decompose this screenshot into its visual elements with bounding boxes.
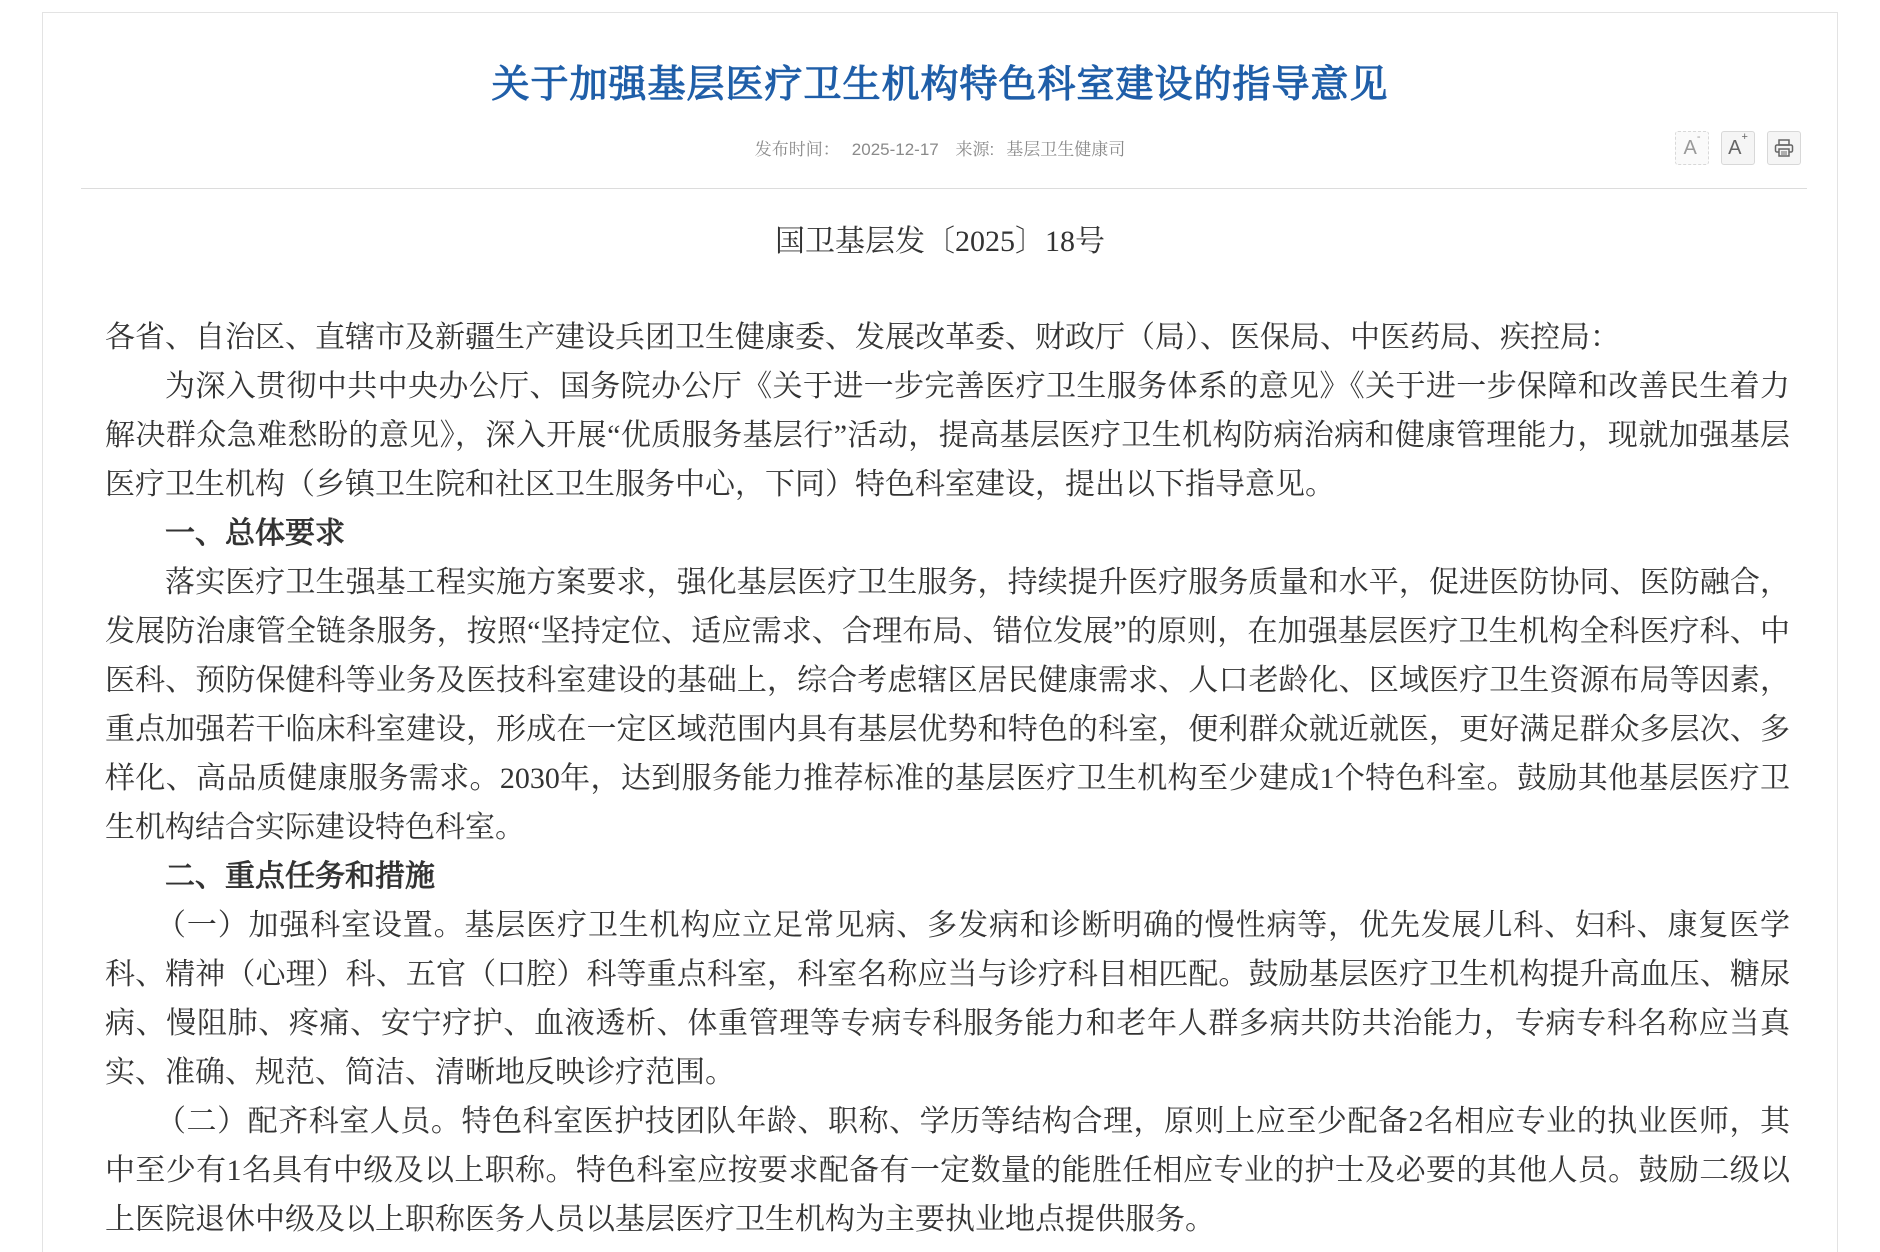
publish-date-label: 发布时间：	[754, 140, 840, 159]
font-decrease-icon: A-	[1683, 130, 1701, 159]
article-tools	[1675, 131, 1801, 165]
print-button[interactable]	[1767, 131, 1801, 165]
section-heading-2: 二、重点任务和措施	[165, 860, 435, 893]
document-number: 国卫基层发〔2025〕18号	[775, 225, 1105, 258]
font-decrease-button[interactable]	[1675, 131, 1709, 165]
font-increase-icon: A+	[1728, 130, 1748, 159]
section-1-paragraph: 落实医疗卫生强基工程实施方案要求，强化基层医疗卫生服务，持续提升医疗服务质量和水平，促进医防协同、医防融合，发展防治康管全链条服务，按照“坚持定位、适应需求、合理布局、错位发展”的原则，在加强基层医疗卫生机构全科医疗科、中医科、预防保健科等业务及医技科室建设的基础上，综合考虑辖区居民健康需求、人口老龄化、区域医疗卫生资源布局等因素，重点加强若干临床科室建设，形成在一定区域范围内具有基层优势和特色的科室，便利群众就近就医，更好满足群众多层次、多样化、高品质健康服务需求。2030年，达到服务能力推荐标准的基层医疗卫生机构至少建成1个特色科室。鼓励其他基层医疗卫生机构结合实际建设特色科室。	[105, 566, 1790, 844]
article-body	[105, 313, 1790, 1244]
item-1-paragraph: （一）加强科室设置。基层医疗卫生机构应立足常见病、多发病和诊断明确的慢性病等，优先发展儿科、妇科、康复医学科、精神（心理）科、五官（口腔）科等重点科室，科室名称应当与诊疗科目相匹配。鼓励基层医疗卫生机构提升高血压、糖尿病、慢阻肺、疼痛、安宁疗护、血液透析、体重管理等专病专科服务能力和老年人群多病共防共治能力，专病专科名称应当真实、准确、规范、简洁、清晰地反映诊疗范围。	[105, 909, 1790, 1089]
item-2-paragraph: （二）配齐科室人员。特色科室医护技团队年龄、职称、学历等结构合理，原则上应至少配备2名相应专业的执业医师，其中至少有1名具有中级及以上职称。特色科室应按要求配备有一定数量的能胜任相应专业的护士及必要的其他人员。鼓励二级以上医院退休中级及以上职称医务人员以基层医疗卫生机构为主要执业地点提供服务。	[105, 1105, 1790, 1236]
article-title: 关于加强基层医疗卫生机构特色科室建设的指导意见	[491, 64, 1389, 106]
article-container	[42, 12, 1838, 1252]
source-label: 来源:	[955, 140, 995, 159]
article-meta	[43, 130, 1837, 160]
publish-date-value: 2025-12-17	[851, 140, 939, 159]
font-increase-button[interactable]	[1721, 131, 1755, 165]
intro-paragraph: 为深入贯彻中共中央办公厅、国务院办公厅《关于进一步完善医疗卫生服务体系的意见》《关于进一步保障和改善民生着力解决群众急难愁盼的意见》，深入开展“优质服务基层行”活动，提高基层医疗卫生机构防病治病和健康管理能力，现就加强基层医疗卫生机构（乡镇卫生院和社区卫生服务中心，下同）特色科室建设，提出以下指导意见。	[105, 370, 1790, 501]
section-heading-1: 一、总体要求	[165, 517, 345, 550]
source-value: 基层卫生健康司	[1006, 140, 1126, 159]
title-divider	[81, 188, 1807, 189]
printer-icon	[1774, 139, 1794, 157]
addressee: 各省、自治区、直辖市及新疆生产建设兵团卫生健康委、发展改革委、财政厅（局）、医保局、中医药局、疾控局：	[105, 321, 1620, 354]
